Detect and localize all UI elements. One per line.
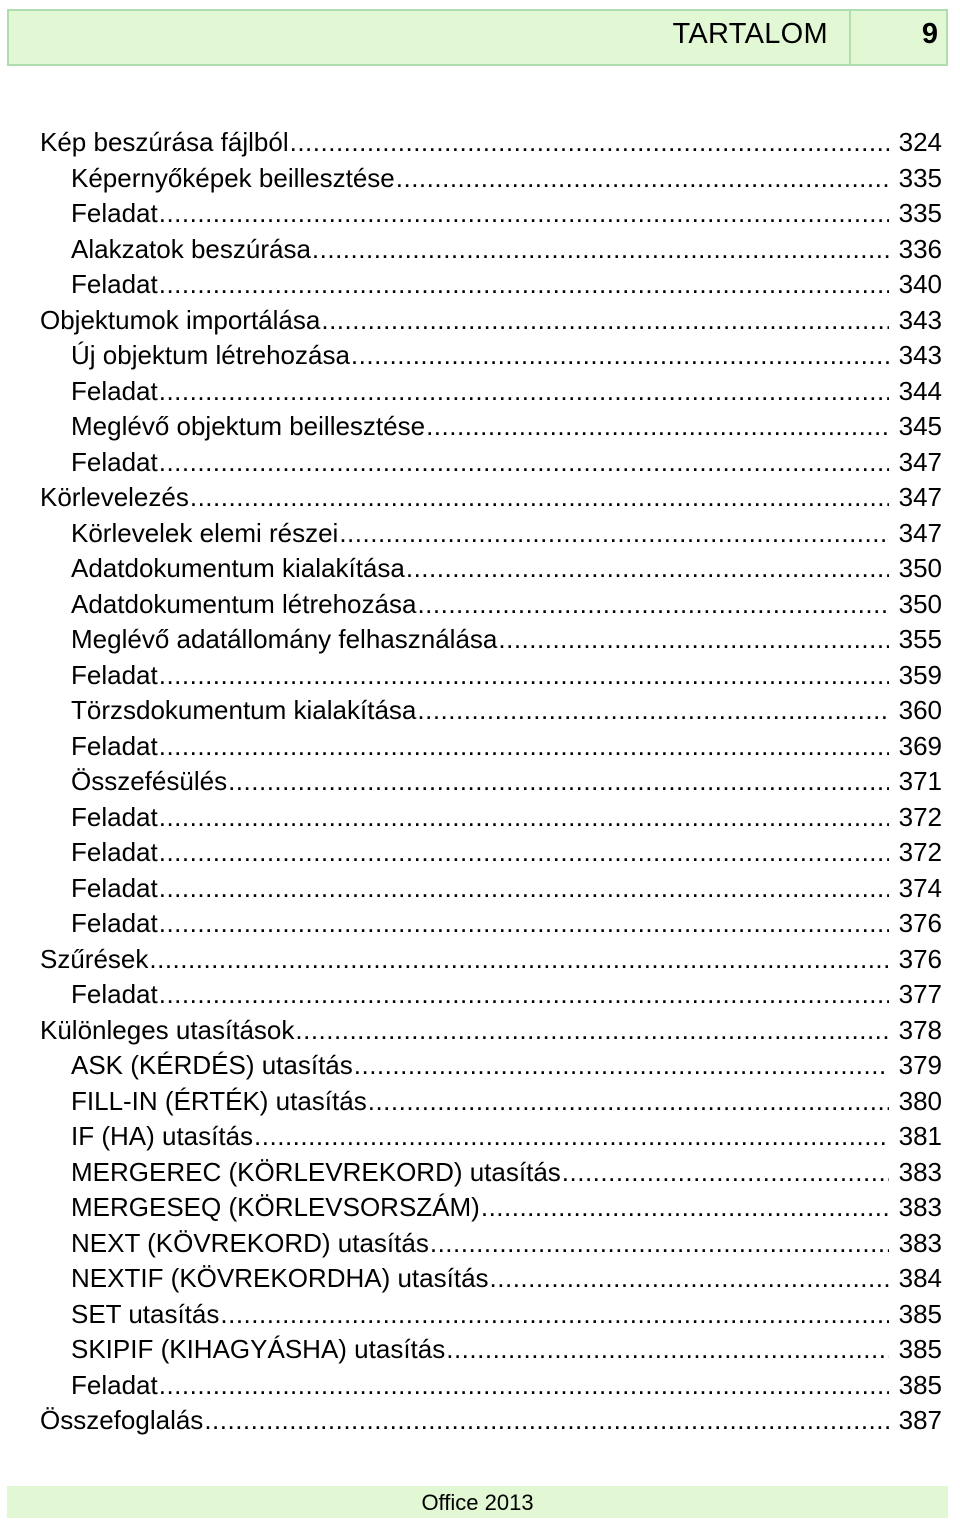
toc-entry-page-number: 376 — [898, 908, 942, 938]
header-page-number: 9 — [921, 18, 938, 50]
toc-entry[interactable] — [40, 196, 942, 232]
toc-entry[interactable] — [40, 1155, 942, 1191]
toc-entry[interactable] — [40, 1190, 942, 1226]
toc-entry-page-number: 384 — [898, 1263, 942, 1293]
toc-entry-page-number: 347 — [898, 482, 942, 512]
toc-entry-page-number: 385 — [898, 1369, 942, 1400]
toc-entry-title: Feladat — [71, 1369, 158, 1400]
toc-entry-page-number: 369 — [898, 730, 942, 761]
toc-entry-title: ASK (KÉRDÉS) utasítás — [71, 1050, 353, 1080]
toc-entry-title: Törzsdokumentum kialakítása — [71, 695, 417, 725]
toc-entry-title: Feladat — [71, 730, 158, 761]
toc-dot-leader — [159, 835, 889, 871]
toc-entry[interactable] — [40, 1013, 942, 1049]
toc-entry[interactable] — [40, 516, 942, 552]
toc-entry[interactable] — [40, 1261, 942, 1297]
toc-entry-title: IF (HA) utasítás — [71, 1121, 254, 1151]
toc-entry-page-number: 387 — [898, 1405, 942, 1435]
toc-entry-title: Feladat — [71, 979, 158, 1009]
toc-dot-leader — [159, 977, 889, 1013]
toc-entry-title: Feladat — [71, 269, 158, 299]
toc-entry[interactable] — [40, 1403, 942, 1439]
toc-entry-title: Meglévő objektum beillesztése — [71, 411, 426, 441]
toc-dot-leader — [490, 1261, 889, 1297]
toc-dot-leader — [426, 409, 889, 445]
toc-dot-leader — [190, 480, 889, 516]
toc-entry-page-number: 383 — [898, 1227, 942, 1258]
toc-entry[interactable] — [40, 729, 942, 765]
header-title: TARTALOM — [672, 18, 828, 50]
toc-entry[interactable] — [40, 232, 942, 268]
toc-entry[interactable] — [40, 480, 942, 516]
toc-entry-title: MERGEREC (KÖRLEVREKORD) utasítás — [71, 1156, 561, 1187]
toc-dot-leader — [159, 374, 889, 410]
toc-entry[interactable] — [40, 835, 942, 871]
toc-entry[interactable] — [40, 125, 942, 161]
toc-entry[interactable] — [40, 800, 942, 836]
toc-dot-leader — [562, 1155, 889, 1191]
toc-dot-leader — [159, 906, 889, 942]
page-footer — [7, 1486, 948, 1518]
toc-entry-title: Alakzatok beszúrása — [71, 233, 311, 264]
toc-entry-page-number: 385 — [898, 1298, 942, 1329]
toc-entry-title: Különleges utasítások — [40, 1014, 295, 1045]
toc-entry-title: Feladat — [71, 375, 158, 406]
toc-dot-leader — [396, 161, 889, 197]
toc-entry-title: Képernyőképek beillesztése — [71, 162, 395, 193]
toc-entry-page-number: 350 — [898, 553, 942, 583]
toc-entry-title: Meglévő adatállomány felhasználása — [71, 624, 498, 654]
toc-entry[interactable] — [40, 1332, 942, 1368]
toc-entry[interactable] — [40, 374, 942, 410]
toc-entry-page-number: 335 — [898, 198, 942, 228]
toc-entry-title: NEXTIF (KÖVREKORDHA) utasítás — [71, 1263, 489, 1293]
toc-entry-title: SET utasítás — [71, 1298, 220, 1329]
toc-entry-page-number: 372 — [898, 801, 942, 832]
toc-entry[interactable] — [40, 942, 942, 978]
toc-dot-leader — [159, 800, 889, 836]
toc-entry-title: Adatdokumentum kialakítása — [71, 553, 405, 583]
toc-dot-leader — [368, 1084, 889, 1120]
toc-entry-title: Körlevelek elemi részei — [71, 517, 339, 548]
toc-entry-title: Kép beszúrása fájlból — [40, 127, 289, 157]
toc-entry-page-number: 385 — [898, 1334, 942, 1364]
toc-dot-leader — [312, 232, 889, 268]
toc-entry-title: MERGESEQ (KÖRLEVSORSZÁM) — [71, 1192, 480, 1222]
toc-entry-page-number: 381 — [898, 1121, 942, 1151]
toc-dot-leader — [339, 516, 889, 552]
toc-entry[interactable] — [40, 871, 942, 907]
toc-entry-title: Feladat — [71, 801, 158, 832]
toc-entry-title: Új objektum létrehozása — [71, 340, 350, 370]
toc-entry-title: Feladat — [71, 446, 158, 477]
header-divider — [849, 11, 851, 64]
toc-dot-leader — [159, 445, 889, 481]
toc-entry-page-number: 336 — [898, 233, 942, 264]
toc-dot-leader — [220, 1297, 889, 1333]
toc-entry-page-number: 350 — [898, 588, 942, 619]
toc-entry-page-number: 378 — [898, 1014, 942, 1045]
toc-entry-page-number: 383 — [898, 1192, 942, 1222]
toc-entry-page-number: 343 — [898, 304, 942, 335]
toc-entry[interactable] — [40, 445, 942, 481]
toc-entry[interactable] — [40, 1084, 942, 1120]
toc-entry-page-number: 347 — [898, 517, 942, 548]
toc-entry-page-number: 376 — [898, 943, 942, 974]
toc-entry-title: Körlevelezés — [40, 482, 189, 512]
toc-entry-title: Összefésülés — [71, 766, 228, 796]
toc-entry-title: FILL-IN (ÉRTÉK) utasítás — [71, 1085, 367, 1116]
toc-entry-page-number: 345 — [898, 411, 942, 441]
toc-dot-leader — [481, 1190, 889, 1226]
toc-dot-leader — [159, 658, 889, 694]
toc-entry-title: Objektumok importálása — [40, 304, 321, 335]
toc-entry-title: Összefoglalás — [40, 1405, 204, 1435]
toc-entry-page-number: 355 — [898, 624, 942, 654]
toc-entry[interactable] — [40, 338, 942, 374]
toc-entry[interactable] — [40, 267, 942, 303]
toc-entry[interactable] — [40, 622, 942, 658]
toc-dot-leader — [159, 729, 889, 765]
toc-dot-leader — [321, 303, 889, 339]
toc-entry-page-number: 360 — [898, 695, 942, 725]
toc-entry-title: NEXT (KÖVREKORD) utasítás — [71, 1227, 429, 1258]
toc-entry-title: Feladat — [71, 659, 158, 690]
toc-entry[interactable] — [40, 1226, 942, 1262]
toc-entry[interactable] — [40, 303, 942, 339]
toc-dot-leader — [498, 622, 889, 658]
toc-entry[interactable] — [40, 764, 942, 800]
toc-entry[interactable] — [40, 587, 942, 623]
toc-entry-page-number: 380 — [898, 1085, 942, 1116]
toc-entry[interactable] — [40, 409, 942, 445]
toc-entry-page-number: 374 — [898, 872, 942, 903]
toc-entry-page-number: 377 — [898, 979, 942, 1009]
toc-dot-leader — [159, 267, 889, 303]
toc-dot-leader — [159, 871, 889, 907]
toc-entry-page-number: 335 — [898, 162, 942, 193]
toc-entry-title: Feladat — [71, 198, 158, 228]
toc-entry[interactable] — [40, 977, 942, 1013]
toc-dot-leader — [159, 1368, 889, 1404]
toc-entry[interactable] — [40, 693, 942, 729]
toc-entry[interactable] — [40, 161, 942, 197]
toc-entry-title: Adatdokumentum létrehozása — [71, 588, 417, 619]
toc-dot-leader — [406, 551, 889, 587]
toc-entry-page-number: 344 — [898, 375, 942, 406]
toc-dot-leader — [295, 1013, 889, 1049]
toc-dot-leader — [430, 1226, 889, 1262]
toc-entry-title: Szűrések — [40, 943, 149, 974]
toc-dot-leader — [204, 1403, 889, 1439]
toc-entry[interactable] — [40, 1048, 942, 1084]
toc-entry-page-number: 343 — [898, 340, 942, 370]
toc-dot-leader — [446, 1332, 889, 1368]
toc-entry-page-number: 340 — [898, 269, 942, 299]
toc-entry-page-number: 379 — [898, 1050, 942, 1080]
toc-entry-page-number: 371 — [898, 766, 942, 796]
toc-entry[interactable] — [40, 1119, 942, 1155]
toc-entry[interactable] — [40, 658, 942, 694]
toc-entry[interactable] — [40, 551, 942, 587]
toc-entry-page-number: 383 — [898, 1156, 942, 1187]
footer-text: Office 2013 — [421, 1490, 534, 1515]
toc-dot-leader — [351, 338, 889, 374]
toc-entry-page-number: 324 — [898, 127, 942, 157]
toc-entry-page-number: 372 — [898, 837, 942, 867]
toc-entry-page-number: 359 — [898, 659, 942, 690]
toc-entry[interactable] — [40, 1368, 942, 1404]
toc-entry-title: SKIPIF (KIHAGYÁSHA) utasítás — [71, 1334, 446, 1364]
toc-dot-leader — [354, 1048, 889, 1084]
toc-dot-leader — [149, 942, 889, 978]
toc-entry-title: Feladat — [71, 872, 158, 903]
toc-dot-leader — [290, 125, 889, 161]
toc-entry-page-number: 347 — [898, 446, 942, 477]
table-of-contents — [40, 125, 942, 1439]
toc-entry-title: Feladat — [71, 837, 158, 867]
toc-dot-leader — [417, 587, 889, 623]
toc-dot-leader — [159, 196, 889, 232]
toc-entry-title: Feladat — [71, 908, 158, 938]
toc-entry[interactable] — [40, 1297, 942, 1333]
toc-dot-leader — [254, 1119, 889, 1155]
toc-entry[interactable] — [40, 906, 942, 942]
page-header — [7, 9, 948, 66]
toc-dot-leader — [228, 764, 889, 800]
toc-dot-leader — [417, 693, 889, 729]
